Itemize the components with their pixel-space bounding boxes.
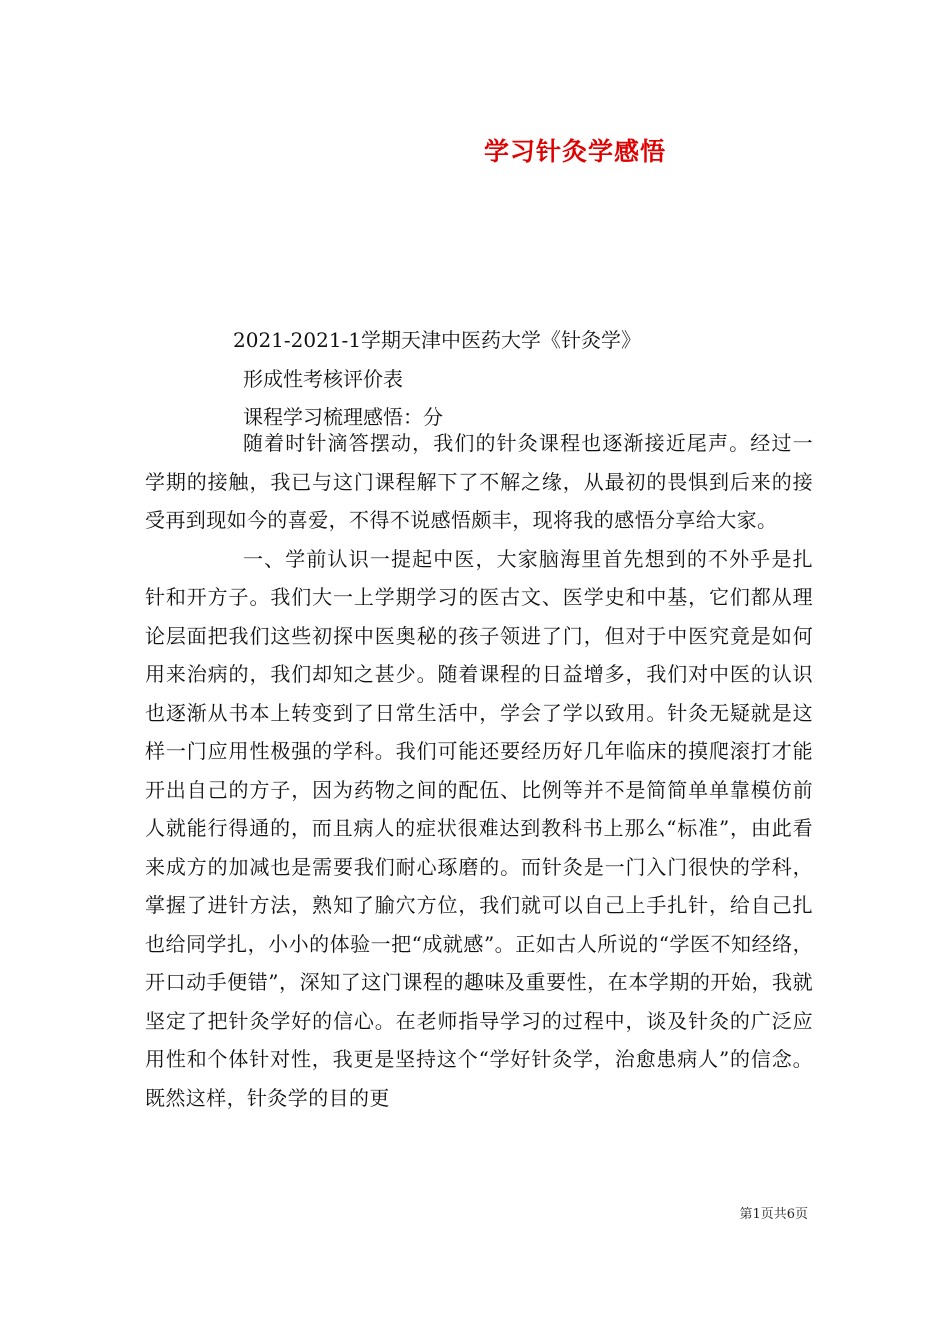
document-title: 学习针灸学感悟 — [483, 137, 666, 166]
paragraph-section-1: 一、学前认识一提起中医，大家脑海里首先想到的不外乎是扎针和开方子。我们大一上学期学习的医古文、医学史和中基，它们都从理论层面把我们这些初探中医奥秘的孩子领进了门，但对于中医究竟是如何用来治病的，我们却知之甚少。随着课程的日益增多，我们对中医的认识也逐渐从书本上转变到了日常生活中，学会了学以致用。针灸无疑就是这样一门应用性极强的学科。我们可能还要经历好几年临床的摸爬滚打才能开出自己的方子，因为药物之间的配伍、比例等并不是简简单单靠模仿前人就能行得通的，而且病人的症状很难达到教科书上那么“标准”，由此看来成方的加减也是需要我们耐心琢磨的。而针灸是一门入门很快的学科，掌握了进针方法，熟知了腧穴方位，我们就可以自己上手扎针，给自己扎也给同学扎，小小的体验一把“成就感”。正如古人所说的“学医不知经络，开口动手便错”，深知了这门课程的趣味及重要性，在本学期的开始，我就坚定了把针灸学好的信心。在老师指导学习的过程中，谈及针灸的广泛应用性和个体针对性，我更是坚持这个“学好针灸学，治愈患病人”的信念。既然这样，针灸学的目的更 — [145, 546, 813, 1110]
course-info-line: 2021-2021-1学期天津中医药大学《针灸学》 — [233, 328, 642, 352]
document-body — [145, 424, 813, 1117]
score-line: 课程学习梳理感悟：分 — [243, 405, 443, 429]
evaluation-form-line: 形成性考核评价表 — [243, 367, 403, 391]
paragraph-intro: 随着时针滴答摆动，我们的针灸课程也逐渐接近尾声。经过一学期的接触，我已与这门课程解下了不解之缘，从最初的畏惧到后来的接受再到现如今的喜爱，不得不说感悟颇丰，现将我的感悟分享给大家。 — [145, 431, 813, 532]
page-footer: 第1页共6页 — [739, 1207, 808, 1222]
